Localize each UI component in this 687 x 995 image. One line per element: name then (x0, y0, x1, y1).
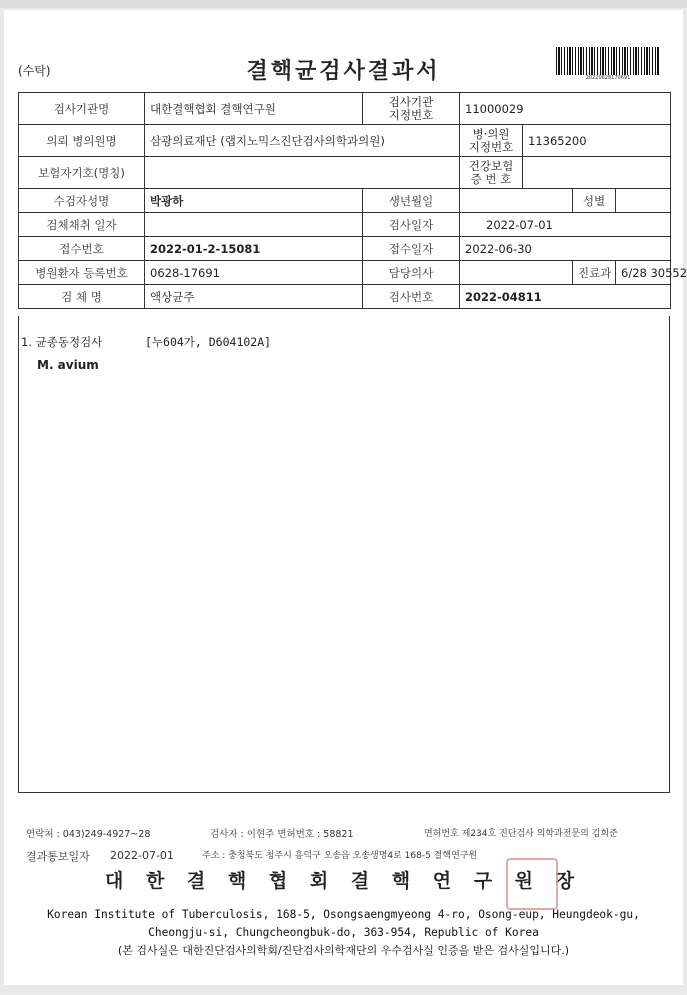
test-name: 1. 균종동정검사 (21, 335, 103, 349)
hospital-code-label: 병·의원 지정번호 (460, 125, 523, 157)
institution-code-value: 11000029 (460, 93, 671, 125)
table-row (19, 237, 671, 261)
viewer-top-bar (0, 0, 687, 8)
patient-reg-value: 0628-17691 (145, 261, 363, 285)
insurer-label: 보험자기호(명칭) (19, 157, 145, 189)
sex-value (616, 189, 671, 213)
contact-info: 연락처 : 043)249-4927~28 (26, 829, 151, 840)
collection-date-label: 검체채취 일자 (19, 213, 145, 237)
patient-info-table (18, 92, 687, 309)
department-label: 진료과 (573, 261, 616, 285)
specialist-info: 면허번호 제234호 진단검사 의학과전문의 김희준 (424, 829, 618, 839)
table-row (19, 93, 671, 125)
doctor-label: 담당의사 (363, 261, 460, 285)
insurance-number-label: 건강보험 증 번 호 (460, 157, 523, 189)
patient-name-value: 박광하 (145, 189, 363, 213)
receipt-date-value: 2022-06-30 (460, 237, 671, 261)
referring-hospital-value: 삼광의료재단 (랩지노믹스진단검사의학과의원) (145, 125, 460, 157)
test-number-label: 검사번호 (363, 285, 460, 309)
specimen-value: 액상균주 (145, 285, 363, 309)
institution-code-label: 검사기관 지정번호 (363, 93, 460, 125)
barcode-bars (556, 47, 660, 75)
test-date-label: 검사일자 (363, 213, 460, 237)
insurer-value (145, 157, 460, 189)
test-number-value: 2022-04811 (460, 285, 671, 309)
examiner-info: 검사자 : 이현주 면허번호 : 58821 (210, 829, 354, 840)
test-code: [누604가, D604102A] (145, 335, 272, 349)
hospital-code-value: 11365200 (523, 125, 671, 157)
document-title: 결핵균검사결과서 (246, 59, 441, 84)
institution-label: 검사기관명 (19, 93, 145, 125)
table-row (19, 157, 671, 189)
doctor-value (460, 261, 573, 285)
receipt-tag: (수탁) (18, 64, 51, 78)
referring-hospital-label: 의뢰 병의원명 (19, 125, 145, 157)
organization-signature: 대 한 결 핵 협 회 결 핵 연 구 원 장 (104, 870, 582, 892)
patient-name-label: 수검자성명 (19, 189, 145, 213)
table-row (19, 189, 671, 213)
table-row (19, 213, 671, 237)
patient-reg-label: 병원환자 등록번호 (19, 261, 145, 285)
institution-value: 대한결핵협회 결핵연구원 (145, 93, 363, 125)
receipt-number-value: 2022-01-2-15081 (145, 237, 363, 261)
report-date: 2022-07-01 (110, 849, 174, 862)
report-date-label: 결과통보일자 (26, 850, 90, 863)
english-address-line1: Korean Institute of Tuberculosis, 168-5, Osongsaengmyeong 4-ro, Osong-eup, Heungdeok-gu, (47, 908, 640, 921)
department-value: 6/28 30552 (616, 261, 671, 285)
barcode-number: 20220628170691 (585, 75, 631, 81)
official-seal (506, 858, 558, 910)
receipt-number-label: 접수번호 (19, 237, 145, 261)
result-section (18, 316, 670, 793)
english-address-line2: Cheongju-si, Chungcheongbuk-do, 363-954, Republic of Korea (148, 926, 539, 939)
table-row (19, 261, 671, 285)
insurance-number-value (523, 157, 671, 189)
birthdate-label: 생년월일 (363, 189, 460, 213)
table-row (19, 285, 671, 309)
table-row (19, 125, 671, 157)
sex-label: 성별 (573, 189, 616, 213)
barcode (556, 47, 660, 81)
address: 주소 : 충청북도 청주시 흥덕구 오송읍 오송생명4로 168-5 결핵연구원 (202, 851, 478, 861)
birthdate-value (460, 189, 573, 213)
organism-result: M. avium (37, 358, 99, 372)
test-date-value: 2022-07-01 (460, 213, 671, 237)
receipt-date-label: 접수일자 (363, 237, 460, 261)
specimen-label: 검 체 명 (19, 285, 145, 309)
certification-note: (본 검사실은 대한진단검사의학회/진단검사의학재단의 우수검사실 인증을 받은 검사실입니다.) (117, 944, 570, 957)
collection-date-value (145, 213, 363, 237)
